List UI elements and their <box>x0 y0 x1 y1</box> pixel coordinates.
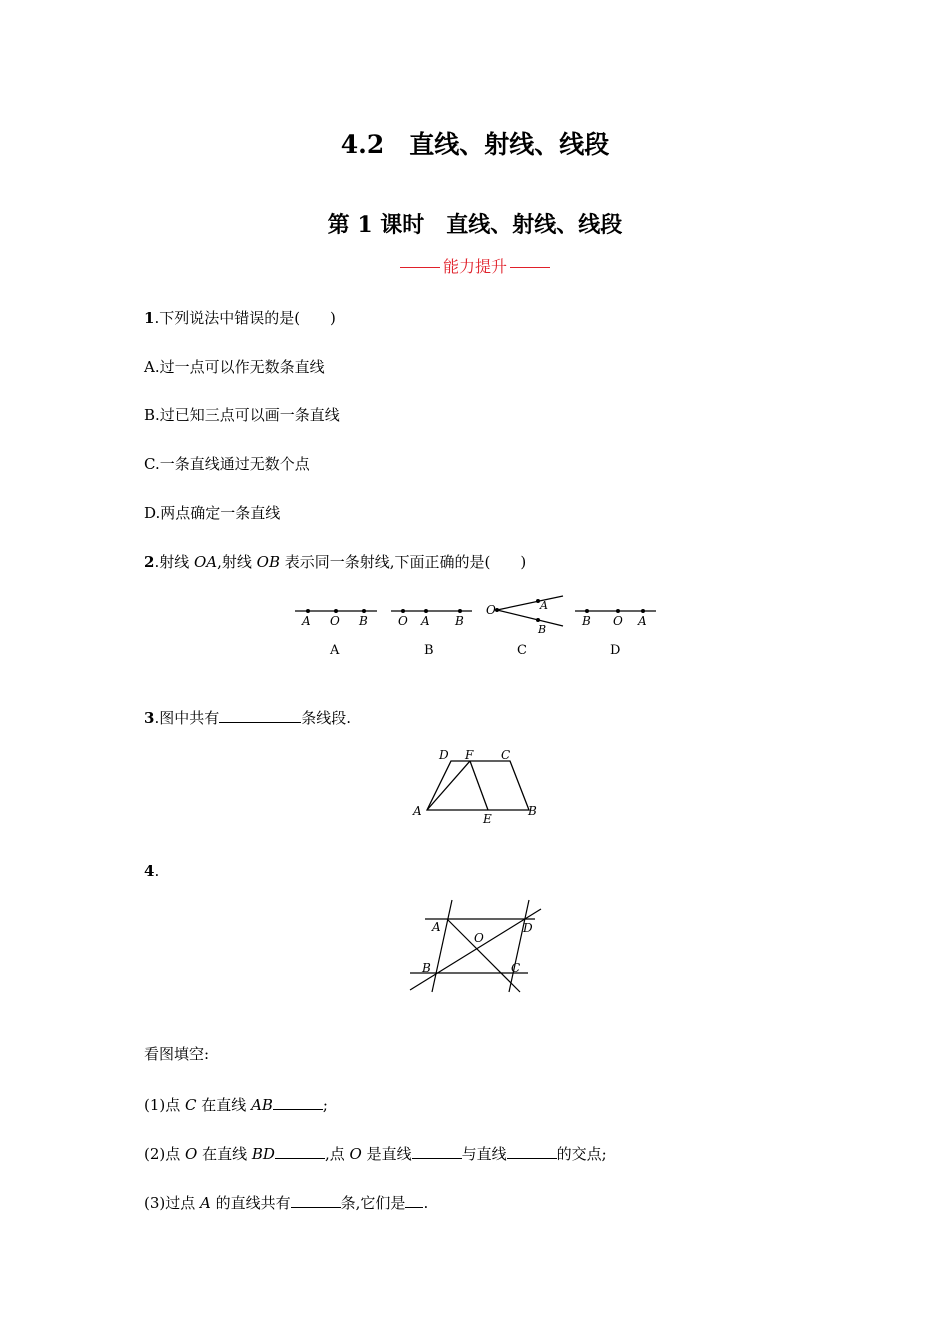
line-ab <box>432 900 452 992</box>
segment-af <box>427 761 470 810</box>
q1-number: 1 <box>144 309 155 327</box>
label-a: A <box>302 614 311 628</box>
q3-number: 3 <box>144 709 155 727</box>
label-a: A <box>432 920 441 934</box>
label-e: E <box>483 812 492 826</box>
q4-part-text: ,点 <box>324 1145 350 1163</box>
point-c: C <box>185 1096 197 1114</box>
label-d: D <box>523 921 533 935</box>
label-b: B <box>538 623 547 636</box>
q4-2-answer-blank-1[interactable] <box>275 1142 325 1159</box>
label-o: O <box>613 614 623 628</box>
segment-fe <box>470 761 488 810</box>
point-dot <box>362 609 366 613</box>
point-dot <box>641 609 645 613</box>
q4-3-answer-blank-2[interactable] <box>405 1191 423 1208</box>
q4-part-text: 在直线 <box>197 1145 252 1163</box>
q4-part-3 <box>144 1191 428 1213</box>
q3-stem <box>144 706 351 728</box>
q4-part-text: . <box>423 1194 429 1212</box>
line-bd-ref: BD <box>251 1145 275 1163</box>
trapezoid-abcd <box>427 761 529 810</box>
q4-number: 4 <box>144 862 155 880</box>
q4-part-1 <box>144 1093 328 1115</box>
section-banner-label: 能力提升 <box>442 257 507 276</box>
label-o: O <box>398 614 408 628</box>
label-o: O <box>486 603 496 617</box>
q4-part-text: ; <box>322 1096 328 1114</box>
banner-left-rule <box>400 267 440 268</box>
q4-part-text: 是直线 <box>361 1145 412 1163</box>
q4-part-text: 的交点; <box>556 1145 607 1163</box>
q1-option-b: B.过已知三点可以画一条直线 <box>144 406 340 424</box>
q4-stem <box>144 861 159 881</box>
label-a: A <box>413 804 422 818</box>
label-a: A <box>421 614 430 628</box>
q3-stem-part: 条线段. <box>301 709 351 727</box>
q2-fig-c-ray-oa <box>497 596 563 610</box>
section-banner <box>0 256 950 278</box>
q4-stem-text: . <box>154 862 160 880</box>
q4-part-text: (3)过点 <box>144 1194 201 1212</box>
q4-part-2 <box>144 1142 607 1164</box>
page-title: 4.2 直线、射线、线段 <box>340 130 610 159</box>
label-c: C <box>501 748 511 762</box>
label-f: F <box>465 748 474 762</box>
q2-stem-part: 表示同一条射线,下面正确的是( ) <box>280 553 527 571</box>
q4-part-text: (1)点 <box>144 1096 186 1114</box>
q4-3-answer-blank-1[interactable] <box>291 1191 341 1208</box>
q2-fig-a <box>295 609 377 658</box>
q4-part-text: (2)点 <box>144 1145 186 1163</box>
line-dc <box>509 900 529 992</box>
q2-fig-d <box>575 609 656 658</box>
q4-intro: 看图填空: <box>144 1045 210 1063</box>
label-b: B <box>422 961 431 975</box>
q1-stem-text: .下列说法中错误的是( ) <box>154 309 336 327</box>
point-dot <box>616 609 620 613</box>
q2-figure <box>290 590 670 665</box>
q4-part-text: 条,它们是 <box>340 1194 406 1212</box>
point-dot <box>585 609 589 613</box>
point-dot <box>306 609 310 613</box>
caption-d: D <box>610 643 621 658</box>
q2-stem-part: .射线 <box>154 553 194 571</box>
point-dot <box>536 618 540 622</box>
point-dot <box>401 609 405 613</box>
q2-fig-c <box>486 596 563 658</box>
line-bd <box>410 909 541 990</box>
label-o: O <box>330 614 340 628</box>
point-dot <box>458 609 462 613</box>
q4-figure <box>405 895 550 995</box>
q2-number: 2 <box>144 553 155 571</box>
line-ac <box>447 919 520 992</box>
q4-part-text: 在直线 <box>196 1096 252 1114</box>
q2-ray-ob: OB <box>256 553 280 571</box>
label-o: O <box>474 931 484 945</box>
label-b: B <box>359 614 368 628</box>
q3-figure <box>405 743 555 828</box>
q2-stem <box>144 552 526 572</box>
point-dot <box>334 609 338 613</box>
line-ab-ref: AB <box>251 1096 273 1114</box>
q4-2-answer-blank-2[interactable] <box>412 1142 462 1159</box>
label-a: A <box>638 614 647 628</box>
point-o: O <box>349 1145 362 1163</box>
q4-1-answer-blank[interactable] <box>273 1093 323 1110</box>
q2-fig-b <box>391 609 472 658</box>
q4-part-text: 与直线 <box>461 1145 507 1163</box>
point-dot <box>424 609 428 613</box>
q1-option-c: C.一条直线通过无数个点 <box>144 455 310 473</box>
point-o: O <box>185 1145 198 1163</box>
q2-ray-oa: OA <box>193 553 218 571</box>
q3-answer-blank[interactable] <box>219 706 301 723</box>
q3-stem-part: .图中共有 <box>154 709 220 727</box>
label-b: B <box>582 614 591 628</box>
point-a: A <box>200 1194 211 1212</box>
label-d: D <box>439 748 449 762</box>
q2-fig-c-ray-ob <box>497 610 563 626</box>
label-c: C <box>511 961 521 975</box>
label-a: A <box>540 599 548 612</box>
q4-2-answer-blank-3[interactable] <box>507 1142 557 1159</box>
q2-stem-part: ,射线 <box>217 553 257 571</box>
caption-c: C <box>517 643 527 658</box>
q1-stem <box>144 308 336 328</box>
label-b: B <box>528 804 537 818</box>
q4-part-text: 的直线共有 <box>210 1194 291 1212</box>
q1-option-a: A.过一点可以作无数条直线 <box>144 358 325 376</box>
caption-a: A <box>330 643 340 658</box>
q1-option-d: D.两点确定一条直线 <box>144 504 281 522</box>
label-b: B <box>455 614 464 628</box>
caption-b: B <box>424 643 434 658</box>
lesson-subtitle: 第 1 课时 直线、射线、线段 <box>327 212 623 238</box>
banner-right-rule <box>510 267 550 268</box>
